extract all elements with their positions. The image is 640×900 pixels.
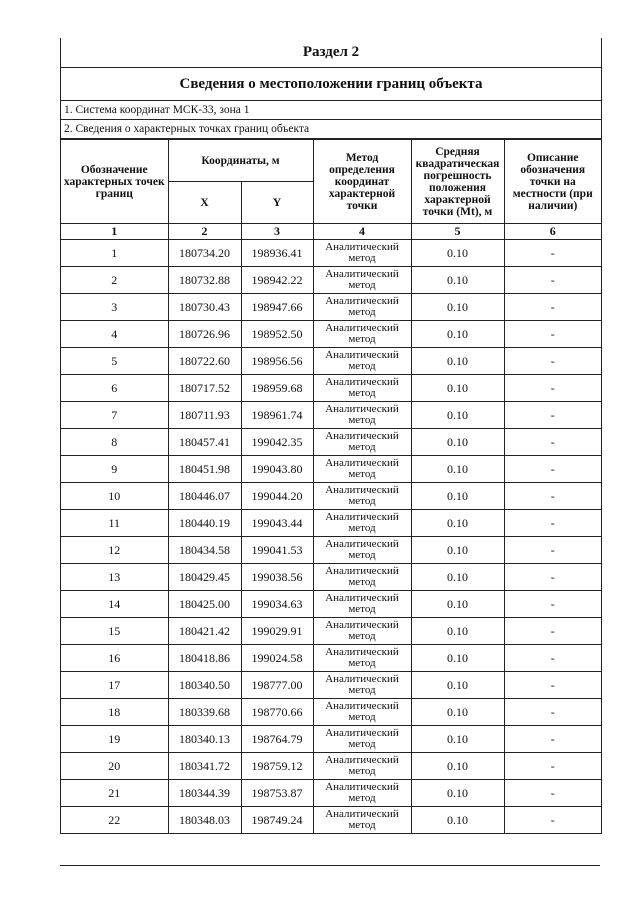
point-number-cell: 14 [61, 591, 168, 618]
method-cell: Аналитический метод [313, 753, 411, 780]
y-coordinate-cell: 198959.68 [241, 375, 313, 402]
x-coordinate-cell: 180726.96 [168, 321, 241, 348]
method-cell: Аналитический метод [313, 807, 411, 834]
point-number-cell: 9 [61, 456, 168, 483]
method-cell: Аналитический метод [313, 645, 411, 672]
document-frame [60, 38, 602, 834]
error-cell: 0.10 [411, 348, 504, 375]
header-method: Метод определения координат характерной точки [313, 140, 411, 224]
x-coordinate-cell: 180451.98 [168, 456, 241, 483]
header-designation: Обозначение характерных точек границ [61, 140, 168, 224]
y-coordinate-cell: 198956.56 [241, 348, 313, 375]
description-cell: - [504, 402, 601, 429]
y-coordinate-cell: 199038.56 [241, 564, 313, 591]
point-number-cell: 13 [61, 564, 168, 591]
method-cell: Аналитический метод [313, 780, 411, 807]
table-row [61, 240, 601, 267]
error-cell: 0.10 [411, 483, 504, 510]
error-cell: 0.10 [411, 753, 504, 780]
description-cell: - [504, 348, 601, 375]
point-number-cell: 3 [61, 294, 168, 321]
error-cell: 0.10 [411, 726, 504, 753]
y-coordinate-cell: 199034.63 [241, 591, 313, 618]
x-coordinate-cell: 180457.41 [168, 429, 241, 456]
table-row [61, 672, 601, 699]
point-number-cell: 8 [61, 429, 168, 456]
x-coordinate-cell: 180732.88 [168, 267, 241, 294]
method-cell: Аналитический метод [313, 483, 411, 510]
x-coordinate-cell: 180730.43 [168, 294, 241, 321]
column-number: 3 [241, 224, 313, 240]
y-coordinate-cell: 199043.44 [241, 510, 313, 537]
y-coordinate-cell: 198770.66 [241, 699, 313, 726]
points-caption: 2. Сведения о характерных точках границ объекта [61, 120, 601, 139]
x-coordinate-cell: 180734.20 [168, 240, 241, 267]
method-cell: Аналитический метод [313, 537, 411, 564]
error-cell: 0.10 [411, 564, 504, 591]
table-row [61, 807, 601, 834]
y-coordinate-cell: 198759.12 [241, 753, 313, 780]
y-coordinate-cell: 198942.22 [241, 267, 313, 294]
y-coordinate-cell: 198749.24 [241, 807, 313, 834]
table-row [61, 564, 601, 591]
point-number-cell: 6 [61, 375, 168, 402]
x-coordinate-cell: 180711.93 [168, 402, 241, 429]
point-number-cell: 12 [61, 537, 168, 564]
point-number-cell: 22 [61, 807, 168, 834]
table-row [61, 780, 601, 807]
x-coordinate-cell: 180340.13 [168, 726, 241, 753]
description-cell: - [504, 267, 601, 294]
y-coordinate-cell: 198777.00 [241, 672, 313, 699]
description-cell: - [504, 456, 601, 483]
error-cell: 0.10 [411, 321, 504, 348]
method-cell: Аналитический метод [313, 402, 411, 429]
description-cell: - [504, 807, 601, 834]
coordinate-system-line: 1. Система координат МСК-33, зона 1 [61, 101, 601, 120]
error-cell: 0.10 [411, 699, 504, 726]
x-coordinate-cell: 180717.52 [168, 375, 241, 402]
error-cell: 0.10 [411, 402, 504, 429]
y-coordinate-cell: 198952.50 [241, 321, 313, 348]
table-row [61, 321, 601, 348]
error-cell: 0.10 [411, 807, 504, 834]
x-coordinate-cell: 180421.42 [168, 618, 241, 645]
point-number-cell: 21 [61, 780, 168, 807]
header-y: Y [241, 182, 313, 224]
method-cell: Аналитический метод [313, 375, 411, 402]
description-cell: - [504, 672, 601, 699]
method-cell: Аналитический метод [313, 510, 411, 537]
table-row [61, 483, 601, 510]
description-cell: - [504, 699, 601, 726]
column-number: 2 [168, 224, 241, 240]
point-number-cell: 20 [61, 753, 168, 780]
header-error: Средняя квадратическая погрешность положения характерной точки (Mt), м [411, 140, 504, 224]
y-coordinate-cell: 199042.35 [241, 429, 313, 456]
y-coordinate-cell: 199044.20 [241, 483, 313, 510]
table-row [61, 618, 601, 645]
table-row [61, 591, 601, 618]
description-cell: - [504, 780, 601, 807]
x-coordinate-cell: 180446.07 [168, 483, 241, 510]
header-description: Описание обозначения точки на местности (при наличии) [504, 140, 601, 224]
column-number-row [61, 224, 601, 240]
table-row [61, 375, 601, 402]
method-cell: Аналитический метод [313, 591, 411, 618]
y-coordinate-cell: 199029.91 [241, 618, 313, 645]
point-number-cell: 5 [61, 348, 168, 375]
point-number-cell: 7 [61, 402, 168, 429]
error-cell: 0.10 [411, 240, 504, 267]
column-number: 5 [411, 224, 504, 240]
description-cell: - [504, 429, 601, 456]
method-cell: Аналитический метод [313, 240, 411, 267]
section-title: Раздел 2 [61, 38, 601, 68]
error-cell: 0.10 [411, 645, 504, 672]
points-table [61, 139, 601, 834]
description-cell: - [504, 618, 601, 645]
error-cell: 0.10 [411, 429, 504, 456]
method-cell: Аналитический метод [313, 348, 411, 375]
table-row [61, 753, 601, 780]
description-cell: - [504, 645, 601, 672]
error-cell: 0.10 [411, 375, 504, 402]
y-coordinate-cell: 199043.80 [241, 456, 313, 483]
method-cell: Аналитический метод [313, 267, 411, 294]
y-coordinate-cell: 198961.74 [241, 402, 313, 429]
x-coordinate-cell: 180434.58 [168, 537, 241, 564]
error-cell: 0.10 [411, 456, 504, 483]
y-coordinate-cell: 198936.41 [241, 240, 313, 267]
table-row [61, 456, 601, 483]
table-row [61, 537, 601, 564]
point-number-cell: 4 [61, 321, 168, 348]
point-number-cell: 10 [61, 483, 168, 510]
method-cell: Аналитический метод [313, 321, 411, 348]
method-cell: Аналитический метод [313, 456, 411, 483]
table-row [61, 267, 601, 294]
error-cell: 0.10 [411, 672, 504, 699]
bottom-rule [60, 865, 600, 866]
error-cell: 0.10 [411, 537, 504, 564]
y-coordinate-cell: 199024.58 [241, 645, 313, 672]
x-coordinate-cell: 180418.86 [168, 645, 241, 672]
table-row [61, 645, 601, 672]
description-cell: - [504, 564, 601, 591]
error-cell: 0.10 [411, 510, 504, 537]
x-coordinate-cell: 180339.68 [168, 699, 241, 726]
point-number-cell: 1 [61, 240, 168, 267]
x-coordinate-cell: 180440.19 [168, 510, 241, 537]
point-number-cell: 19 [61, 726, 168, 753]
method-cell: Аналитический метод [313, 672, 411, 699]
description-cell: - [504, 483, 601, 510]
description-cell: - [504, 591, 601, 618]
point-number-cell: 11 [61, 510, 168, 537]
table-row [61, 726, 601, 753]
point-number-cell: 17 [61, 672, 168, 699]
table-row [61, 699, 601, 726]
error-cell: 0.10 [411, 780, 504, 807]
header-x: X [168, 182, 241, 224]
y-coordinate-cell: 199041.53 [241, 537, 313, 564]
table-row [61, 348, 601, 375]
x-coordinate-cell: 180344.39 [168, 780, 241, 807]
error-cell: 0.10 [411, 294, 504, 321]
y-coordinate-cell: 198753.87 [241, 780, 313, 807]
description-cell: - [504, 240, 601, 267]
method-cell: Аналитический метод [313, 564, 411, 591]
method-cell: Аналитический метод [313, 699, 411, 726]
column-number: 1 [61, 224, 168, 240]
table-row [61, 429, 601, 456]
y-coordinate-cell: 198947.66 [241, 294, 313, 321]
point-number-cell: 15 [61, 618, 168, 645]
description-cell: - [504, 753, 601, 780]
x-coordinate-cell: 180348.03 [168, 807, 241, 834]
method-cell: Аналитический метод [313, 294, 411, 321]
y-coordinate-cell: 198764.79 [241, 726, 313, 753]
description-cell: - [504, 510, 601, 537]
header-coordinates: Координаты, м [168, 140, 313, 182]
description-cell: - [504, 726, 601, 753]
error-cell: 0.10 [411, 618, 504, 645]
description-cell: - [504, 537, 601, 564]
table-row [61, 510, 601, 537]
point-number-cell: 16 [61, 645, 168, 672]
x-coordinate-cell: 180425.00 [168, 591, 241, 618]
column-number: 6 [504, 224, 601, 240]
x-coordinate-cell: 180429.45 [168, 564, 241, 591]
description-cell: - [504, 375, 601, 402]
method-cell: Аналитический метод [313, 429, 411, 456]
method-cell: Аналитический метод [313, 726, 411, 753]
x-coordinate-cell: 180341.72 [168, 753, 241, 780]
description-cell: - [504, 321, 601, 348]
column-number: 4 [313, 224, 411, 240]
x-coordinate-cell: 180722.60 [168, 348, 241, 375]
table-row [61, 402, 601, 429]
point-number-cell: 18 [61, 699, 168, 726]
point-number-cell: 2 [61, 267, 168, 294]
description-cell: - [504, 294, 601, 321]
method-cell: Аналитический метод [313, 618, 411, 645]
error-cell: 0.10 [411, 267, 504, 294]
x-coordinate-cell: 180340.50 [168, 672, 241, 699]
page-title: Сведения о местоположении границ объекта [61, 68, 601, 101]
table-row [61, 294, 601, 321]
error-cell: 0.10 [411, 591, 504, 618]
